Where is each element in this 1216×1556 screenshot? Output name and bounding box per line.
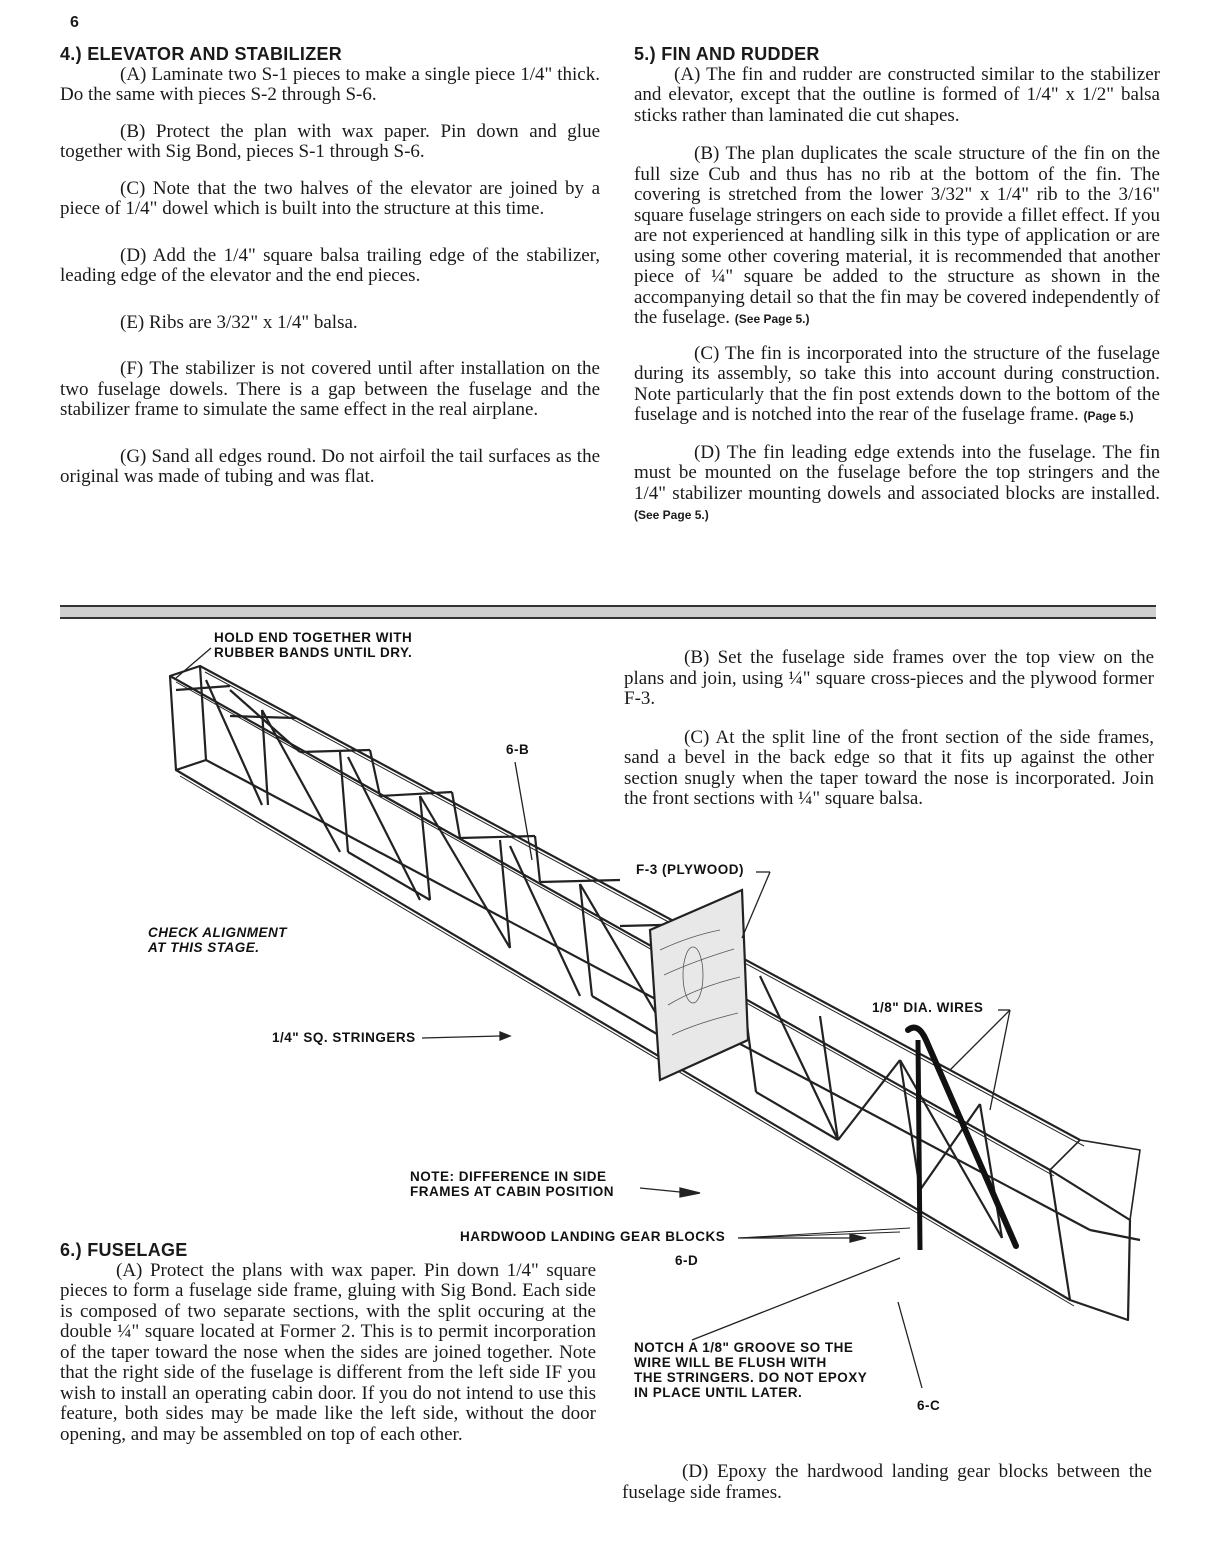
label-hold-end: HOLD END TOGETHER WITH RUBBER BANDS UNTIL DRY. [214,630,413,660]
label-landing-gear-blocks: HARDWOOD LANDING GEAR BLOCKS [460,1229,726,1244]
label-stringers: 1/4" SQ. STRINGERS [272,1030,416,1045]
paragraph-6d: (D) Epoxy the hardwood landing gear blocks between the fuselage side frames. [622,1461,1152,1503]
label-notch-groove: NOTCH A 1/8" GROOVE SO THE WIRE WILL BE FLUSH WITH THE STRINGERS. DO NOT EPOXY IN PLACE UNTIL LATER. [634,1340,868,1400]
label-6d: 6-D [675,1253,699,1268]
label-f3-plywood: F-3 (PLYWOOD) [636,862,745,877]
f3-plywood-former [650,890,748,1080]
label-check-alignment: CHECK ALIGNMENT AT THIS STAGE. [148,925,287,955]
label-6c: 6-C [917,1398,941,1413]
paragraph-5d-text: (D) The fin leading edge extends into the fuselage. The fin must be mounted on the fuselage before the top stringers and the 1/4" stabilizer mounting dowels and associated blocks are installed. [634,441,1160,504]
paragraph-4f: (F) The stabilizer is not covered until after installation on the two fuselage dowels. There is a gap between the fuselage and the stabilizer frame to simulate the same effect in the real airplane. [60,358,600,420]
section-heading-elevator: 4.) ELEVATOR AND STABILIZER [60,44,343,64]
paragraph-5c-text: (C) The fin is incorporated into the structure of the fuselage during its assembly, so take this into account during construction. Note particularly that the fin post extends down to the bottom of the fuselage and is notched into the rear of the fuselage frame. [634,342,1160,425]
paragraph-4b: (B) Protect the plan with wax paper. Pin down and glue together with Sig Bond, pieces S-1 through S-6. [60,120,600,162]
landing-gear-wire [918,1040,920,1250]
paragraph-5a: (A) The fin and rudder are constructed similar to the stabilizer and elevator, except that the outline is formed of 1/4" x 1/2" balsa sticks rather than laminated die cut shapes. [634,63,1160,126]
page-reference: (See Page 5.) [734,312,810,326]
paragraph-4g: (G) Sand all edges round. Do not airfoil the tail surfaces as the original was made of tubing and was flat. [60,445,600,487]
page-reference: (See Page 5.) [634,508,709,522]
paragraph-4a: (A) Laminate two S-1 pieces to make a single piece 1/4" thick. Do the same with pieces S-2 through S-6. [60,63,600,105]
label-note-cabin: NOTE: DIFFERENCE IN SIDE FRAMES AT CABIN POSITION [410,1169,614,1199]
paragraph-6b: (B) Set the fuselage side frames over the top view on the plans and join, using ¼" square cross-pieces and the plywood former F-3. [624,647,1154,709]
page-number: 6 [70,14,79,31]
paragraph-4d: (D) Add the 1/4" square balsa trailing edge of the stabilizer, leading edge of the elevator and the end pieces. [60,244,600,286]
paragraph-5b-text: (B) The plan duplicates the scale structure of the fin on the full size Cub and thus has no rib at the bottom of the fin. The covering is stretched from the lower 3/32" x 1/4" rib to the 3/16" square fuselage stringers on each side to provide a fillet effect. If you are not experienced at handling silk in this type of application or are using some other covering material, it is recommended that another piece of ¼" square be added to the structure as shown in the accompanying detail so that the fin may be covered independently of the fuselage. [634,143,1160,328]
paragraph-6c: (C) At the split line of the front section of the side frames, sand a bevel in the back edge so that it fits up against the other section snugly when the taper toward the nose is incorporated. Join the front sections with ¼" square balsa. [624,726,1154,809]
label-wires: 1/8" DIA. WIRES [872,1000,984,1015]
paragraph-4c: (C) Note that the two halves of the elevator are joined by a piece of 1/4" dowel which is built into the structure at this time. [60,177,600,219]
paragraph-6a: (A) Protect the plans with wax paper. Pin down 1/4" square pieces to form a fuselage side frame, gluing with Sig Bond. Each side is composed of two separate sections, with the split occuring at the double ¼" square located at Former 2. This is to permit incorporation of the taper toward the nose when the sides are joined together. Note that the right side of the fuselage is different from the left side IF you wish to install an operating cabin door. If you do not intend to use this feature, both sides may be made like the left side, without the door opening, and may be assembled on top of each other. [60,1259,596,1445]
label-6b: 6-B [506,742,530,757]
paragraph-4e: (E) Ribs are 3/32" x 1/4" balsa. [120,311,358,333]
section-heading-fuselage: 6.) FUSELAGE [60,1240,188,1260]
page-reference: (Page 5.) [1083,409,1134,423]
section-heading-fin: 5.) FIN AND RUDDER [634,44,820,64]
